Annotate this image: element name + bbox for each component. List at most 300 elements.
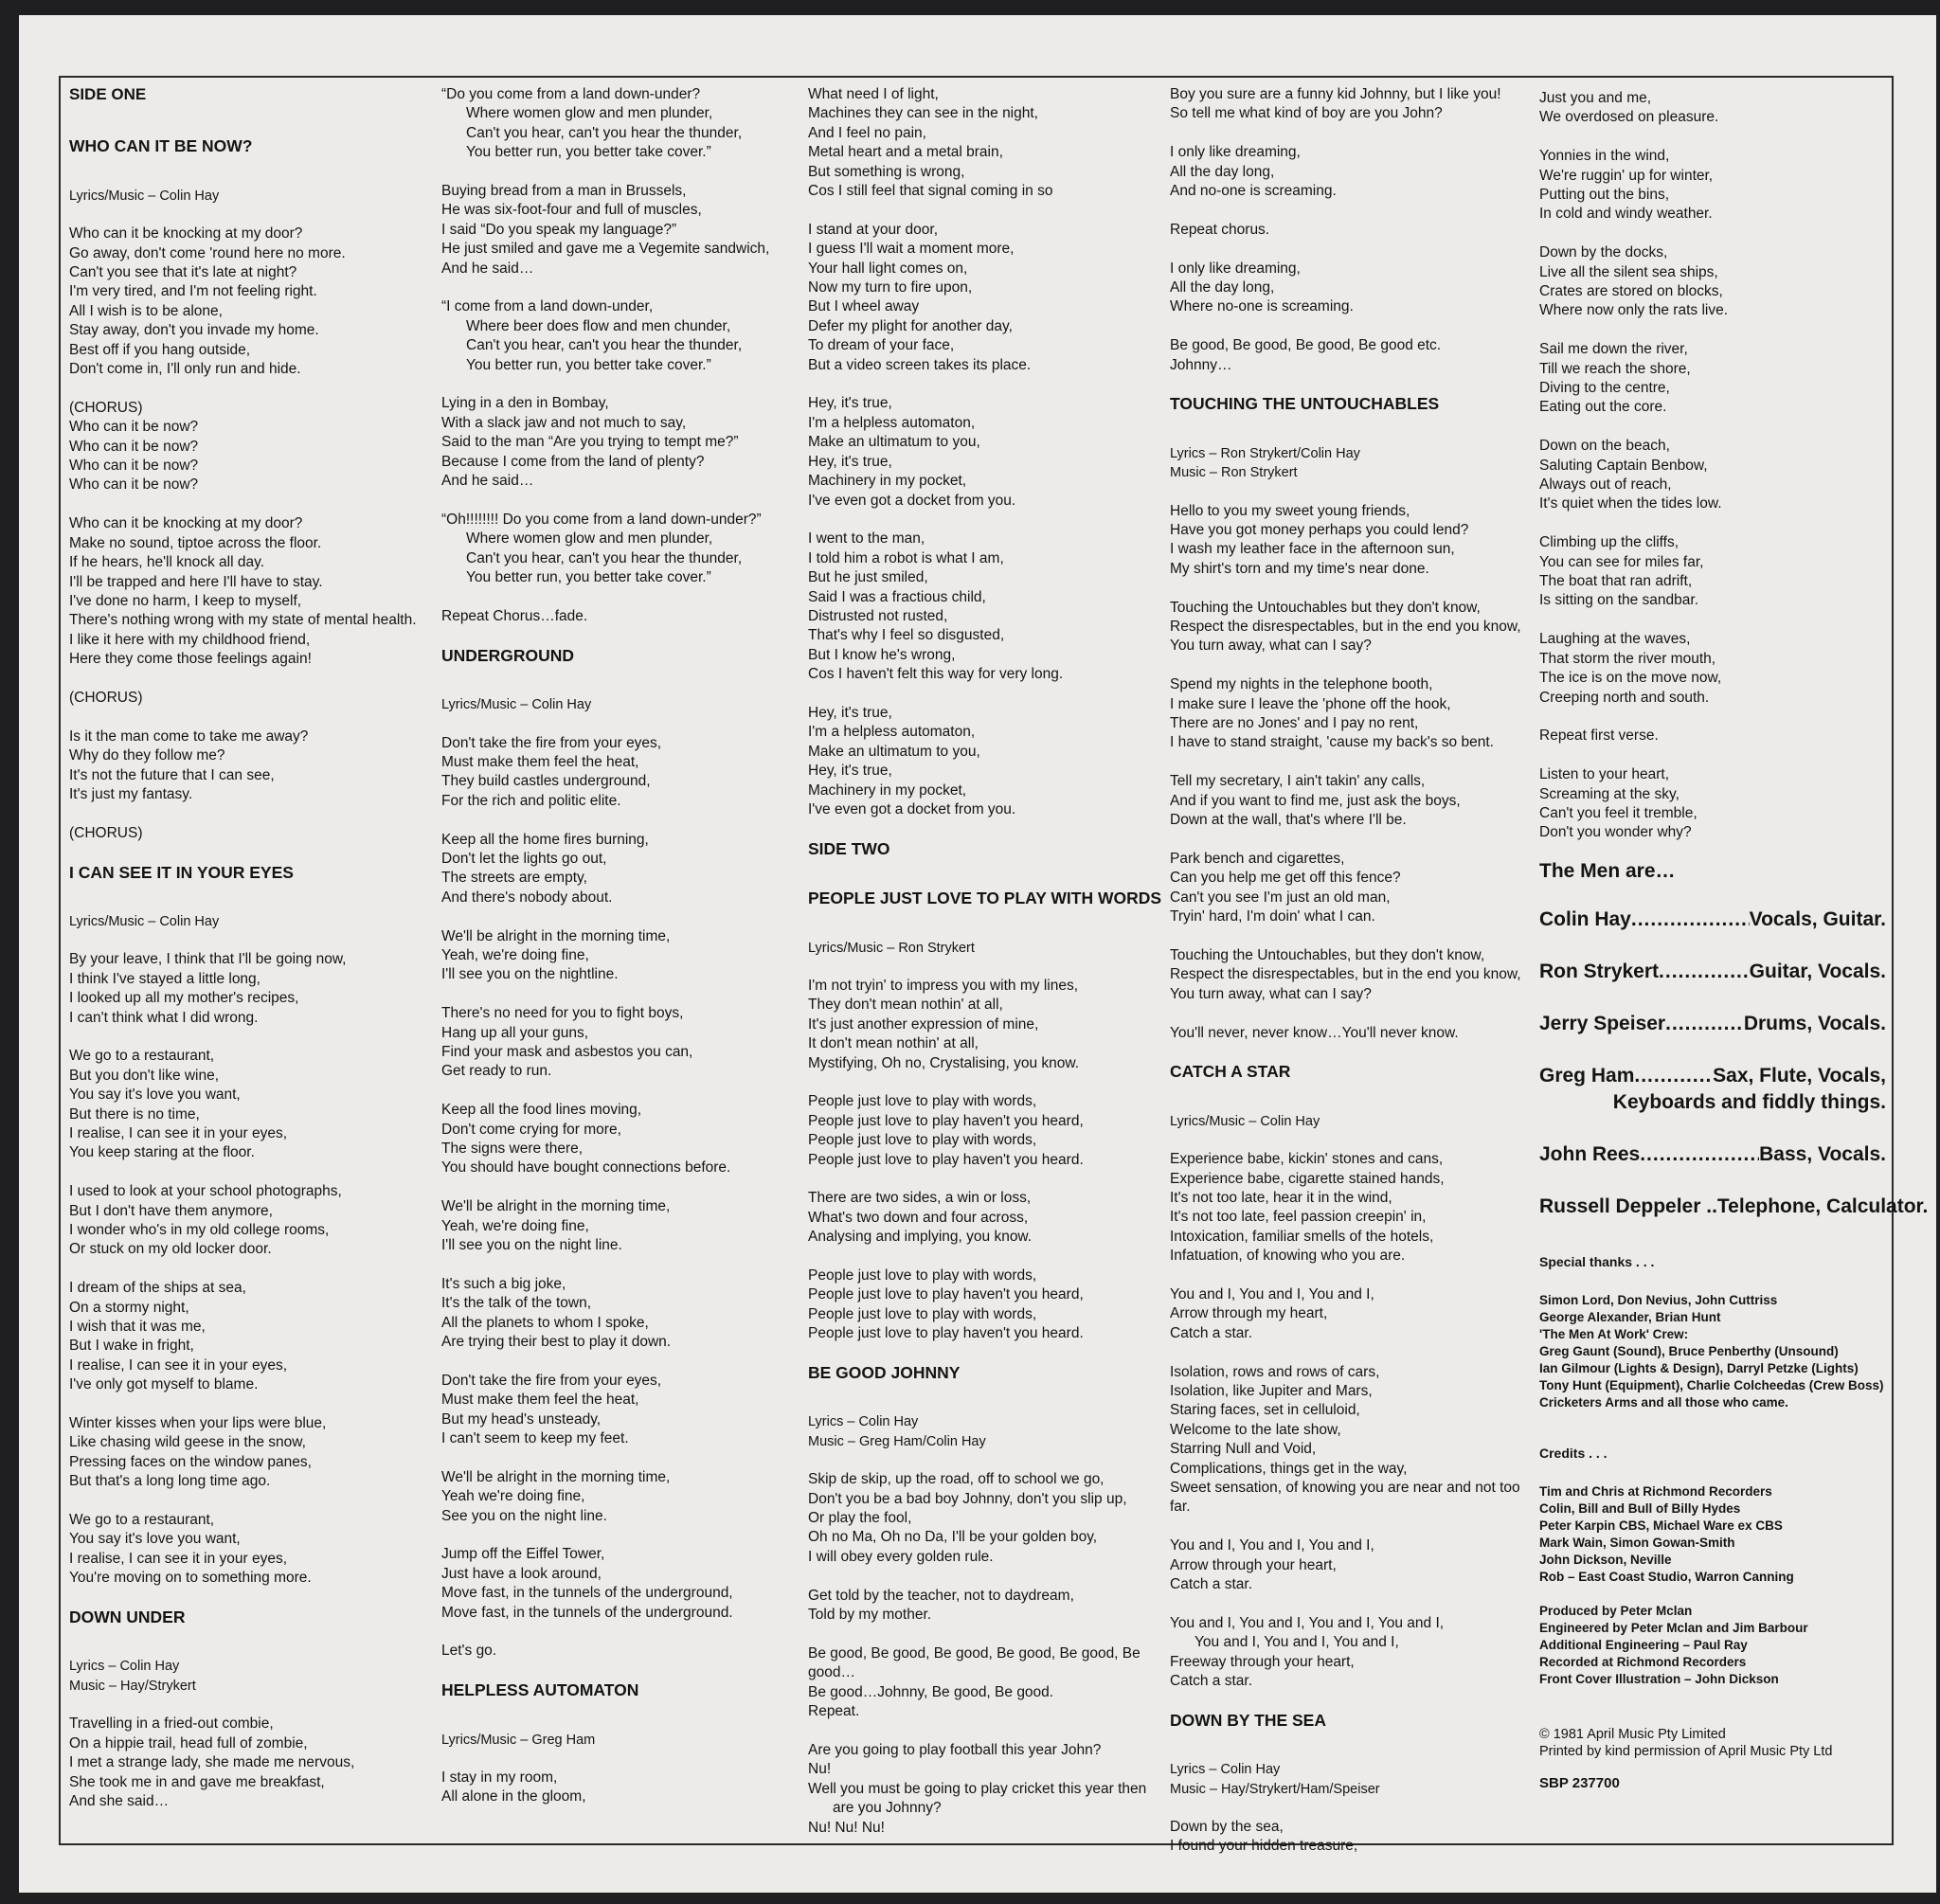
- credit-line: Peter Karpin CBS, Michael Ware ex CBS: [1539, 1518, 1783, 1534]
- verse: [69, 1182, 429, 1260]
- verse-line: Where no-one is screaming.: [1170, 298, 1354, 315]
- verse-line: Are you going to play football this year John?: [808, 1741, 1102, 1758]
- verse-line: I think I've stayed a little long,: [69, 970, 260, 987]
- member-role: Bass, Vocals.: [1759, 1142, 1886, 1165]
- credit-line: George Alexander, Brian Hunt: [1539, 1309, 1721, 1324]
- verse-line: Or play the fool,: [808, 1510, 912, 1527]
- band-member-row: [1539, 1194, 1929, 1220]
- verse: [441, 182, 801, 278]
- verse-line: He just smiled and gave me a Vegemite sandwich,: [441, 241, 770, 258]
- verse-line: We go to a restaurant,: [69, 1512, 215, 1529]
- verse-line: I've done no harm, I keep to myself,: [69, 592, 302, 609]
- song-credit: Lyrics/Music – Colin Hay: [1170, 1113, 1320, 1129]
- verse-line: Hey, it's true,: [808, 763, 892, 780]
- verse-line: The streets are empty,: [441, 870, 587, 887]
- verse-line: Sail me down the river,: [1539, 341, 1688, 358]
- verse-line: That's why I feel so disgusted,: [808, 627, 1005, 644]
- verse-line: Saluting Captain Benbow,: [1539, 457, 1708, 474]
- verse-line: Hang up all your guns,: [441, 1024, 589, 1041]
- verse-line: People just love to play haven't you heard,: [808, 1286, 1084, 1303]
- member-role: Telephone, Calculator.: [1716, 1194, 1929, 1217]
- verse-line: I wish that it was me,: [69, 1319, 206, 1336]
- verse-line: Yeah we're doing fine,: [441, 1488, 585, 1505]
- verse-line: Listen to your heart,: [1539, 766, 1669, 783]
- verse-line: Can't you hear, can't you hear the thunder,: [466, 337, 743, 354]
- credit-line: Tony Hunt (Equipment), Charlie Colcheedas (Crew Boss): [1539, 1377, 1884, 1392]
- verse: [808, 1470, 1168, 1567]
- credit-line: Mark Wain, Simon Gowan-Smith: [1539, 1536, 1735, 1551]
- verse: [808, 1092, 1168, 1170]
- verse: [1539, 243, 1890, 321]
- verse-line: Diving to the centre,: [1539, 380, 1670, 397]
- verse-line: I'm very tired, and I'm not feeling right.: [69, 283, 317, 300]
- verse: [808, 85, 1168, 201]
- verse: [69, 950, 429, 1028]
- verse-line: People just love to play with words,: [808, 1132, 1037, 1149]
- song-title: DOWN UNDER: [69, 1608, 186, 1627]
- verse-line: Yeah, we're doing fine,: [441, 946, 589, 963]
- verse: [808, 221, 1168, 375]
- verse: [1170, 1536, 1530, 1594]
- song-credit: Lyrics/Music – Greg Ham: [441, 1732, 596, 1748]
- verse-line: On a hippie trail, head full of zombie,: [69, 1734, 308, 1751]
- leader-dots: [1659, 959, 1750, 985]
- verse-line: Down by the docks,: [1539, 244, 1668, 261]
- verse: [441, 85, 801, 163]
- song-title: BE GOOD JOHNNY: [808, 1363, 961, 1383]
- verse-line: My shirt's torn and my time's near done.: [1170, 560, 1429, 577]
- verse-line: Cos I haven't felt this way for very long.: [808, 666, 1064, 683]
- verse-line: You keep staring at the floor.: [69, 1144, 255, 1161]
- verse-line: By your leave, I think that I'll be going now,: [69, 951, 347, 968]
- verse-line: They don't mean nothin' at all,: [808, 997, 1003, 1014]
- verse-line: You'll never, never know…You'll never know.: [1170, 1024, 1459, 1041]
- verse-line: We go to a restaurant,: [69, 1048, 215, 1065]
- verse-line: Respect the disrespectables, but in the end you know,: [1170, 966, 1521, 983]
- song-title: HELPLESS AUTOMATON: [441, 1680, 639, 1700]
- verse: [1170, 85, 1530, 124]
- verse-line: Because I come from the land of plenty?: [441, 453, 705, 470]
- credit-line: Greg Gaunt (Sound), Bruce Penberthy (Unsound): [1539, 1343, 1839, 1358]
- verse-line: Who can it be now?: [69, 458, 199, 475]
- verse-line: On a stormy night,: [69, 1299, 189, 1316]
- song-title: WHO CAN IT BE NOW?: [69, 136, 253, 156]
- verse-line: Don't you wonder why?: [1539, 824, 1692, 841]
- song-credit: Lyrics/Music – Colin Hay: [69, 188, 220, 204]
- verse-line: But a video screen takes its place.: [808, 356, 1032, 373]
- verse-line: I'll see you on the night line.: [441, 1236, 622, 1253]
- verse-line: Can't you hear, can't you hear the thunder,: [466, 124, 743, 141]
- verse-line: Catch a star.: [1170, 1324, 1253, 1341]
- verse-line: I looked up all my mother's recipes,: [69, 990, 299, 1007]
- verse-line: The boat that ran adrift,: [1539, 573, 1693, 590]
- verse: [1170, 1614, 1530, 1692]
- verse-line: I realise, I can see it in your eyes,: [69, 1124, 288, 1141]
- verse-line: We overdosed on pleasure.: [1539, 109, 1719, 126]
- column-2: [441, 85, 801, 1826]
- verse-line: Can't you hear, can't you hear the thunder,: [466, 549, 743, 566]
- verse-line: You say it's love you want,: [69, 1087, 241, 1104]
- verse-line: What's two down and four across,: [808, 1209, 1029, 1226]
- verse-line: Find your mask and asbestos you can,: [441, 1043, 693, 1060]
- member-role: Sax, Flute, Vocals,: [1713, 1064, 1886, 1087]
- verse-line: I can't seem to keep my feet.: [441, 1430, 629, 1447]
- copyright-notice: [1539, 1726, 1890, 1760]
- verse-line: Can you help me get off this fence?: [1170, 870, 1401, 887]
- verse-line: I'll be trapped and here I'll have to stay.: [69, 573, 323, 590]
- verse-line: You and I, You and I, You and I, You and I,: [1170, 1614, 1445, 1631]
- song-title: CATCH A STAR: [1170, 1062, 1291, 1082]
- song-credit: Music – Hay/Strykert/Ham/Speiser: [1170, 1781, 1380, 1797]
- verse-line: “Oh!!!!!!!! Do you come from a land down-under?”: [441, 511, 762, 528]
- verse: [1170, 260, 1530, 317]
- verse-line: Till we reach the shore,: [1539, 360, 1691, 377]
- verse: [441, 1372, 801, 1449]
- verse: [441, 1545, 801, 1623]
- verse-line: “Do you come from a land down-under?: [441, 86, 701, 102]
- verse-line: It's not the future that I can see,: [69, 766, 275, 783]
- song-title: I CAN SEE IT IN YOUR EYES: [69, 862, 294, 882]
- verse-line: Hey, it's true,: [808, 704, 892, 721]
- verse-line: Said I was a fractious child,: [808, 588, 986, 605]
- verse-line: The ice is on the move now,: [1539, 670, 1722, 687]
- verse-line: Pressing faces on the window panes,: [69, 1453, 312, 1470]
- verse-line: But I don't have them anymore,: [69, 1202, 273, 1219]
- verse-line: Get told by the teacher, not to daydream,: [808, 1587, 1074, 1604]
- verse-line: We'll be alright in the morning time,: [441, 1198, 671, 1215]
- verse-line: I used to look at your school photographs,: [69, 1183, 342, 1200]
- member-role: Guitar, Vocals.: [1749, 960, 1886, 982]
- verse: [69, 225, 429, 379]
- verse-line: You and I, You and I, You and I,: [1170, 1537, 1374, 1554]
- verse-line: We'll be alright in the morning time,: [441, 927, 671, 944]
- verse-line: Who can it be knocking at my door?: [69, 515, 303, 532]
- verse-line: Yeah, we're doing fine,: [441, 1217, 589, 1234]
- verse-line: Like chasing wild geese in the snow,: [69, 1434, 306, 1451]
- verse: [808, 1587, 1168, 1626]
- verse-line: Where women glow and men plunder,: [466, 105, 713, 122]
- verse-line: You turn away, what can I say?: [1170, 638, 1372, 655]
- verse-line: Be good, Be good, Be good, Be good etc.: [1170, 337, 1442, 354]
- verse: [808, 530, 1168, 684]
- verse: [69, 1414, 429, 1492]
- verse-line: Infatuation, of knowing who you are.: [1170, 1248, 1406, 1265]
- copyright-line: © 1981 April Music Pty Limited: [1539, 1727, 1726, 1743]
- verse: [808, 1189, 1168, 1247]
- verse-line: It's just my fantasy.: [69, 785, 193, 802]
- verse-line: And I feel no pain,: [808, 124, 926, 141]
- verse-line: Repeat Chorus…fade.: [441, 607, 588, 624]
- verse-line: People just love to play haven't you heard.: [808, 1151, 1084, 1168]
- leader-dots: [1634, 1063, 1713, 1089]
- verse-line: People just love to play with words,: [808, 1305, 1037, 1322]
- verse-line: Move fast, in the tunnels of the underground.: [441, 1604, 733, 1621]
- verse-line: I can't think what I did wrong.: [69, 1009, 259, 1026]
- verse-line: I have to stand straight, 'cause my back's so bent.: [1170, 734, 1494, 751]
- song-title: DOWN BY THE SEA: [1170, 1710, 1326, 1730]
- verse: [441, 1642, 801, 1661]
- verse-line: It's quiet when the tides low.: [1539, 495, 1722, 512]
- credit-line: Colin, Bill and Bull of Billy Hydes: [1539, 1501, 1741, 1517]
- verse: [441, 1101, 801, 1178]
- verse-line: Must make them feel the heat,: [441, 753, 639, 770]
- verse-line: Touching the Untouchables but they don't know,: [1170, 599, 1481, 616]
- verse-line: She took me in and gave me breakfast,: [69, 1773, 325, 1790]
- verse-line: Can't you see I'm just an old man,: [1170, 889, 1391, 906]
- verse-line: Who can it be now?: [69, 419, 199, 436]
- verse: [69, 1279, 429, 1394]
- verse-line: It's not too late, feel passion creepin' in,: [1170, 1209, 1427, 1226]
- verse-line: You should have bought connections before.: [441, 1159, 731, 1177]
- production-credits: [1539, 1603, 1890, 1688]
- verse-line: Just have a look around,: [441, 1565, 602, 1582]
- song-credit: Lyrics – Ron Strykert/Colin Hay: [1170, 445, 1360, 461]
- verse: [808, 704, 1168, 819]
- verse-line: Why do they follow me?: [69, 747, 225, 764]
- credit-line: Ian Gilmour (Lights & Design), Darryl Petzke (Lights): [1539, 1360, 1859, 1375]
- member-name: Greg Ham: [1539, 1064, 1635, 1087]
- verse: [69, 1715, 429, 1811]
- verse: [441, 927, 801, 985]
- verse-line: Or stuck on my old locker door.: [69, 1241, 272, 1258]
- verse-line: Have you got money perhaps you could lend?: [1170, 522, 1469, 539]
- column-4: [1170, 85, 1530, 1876]
- verse-line: Keep all the home fires burning,: [441, 831, 649, 848]
- verse-line: Defer my plight for another day,: [808, 317, 1013, 334]
- band-member-row: [1539, 1011, 1886, 1037]
- verse-line: I make sure I leave the 'phone off the hook,: [1170, 695, 1451, 712]
- verse-line: Winter kisses when your lips were blue,: [69, 1415, 327, 1432]
- credits-list: [1539, 1483, 1890, 1586]
- verse-line: But there is no time,: [69, 1105, 200, 1123]
- verse-line: I've only got myself to blame.: [69, 1376, 259, 1393]
- verse-line: See you on the night line.: [441, 1507, 607, 1524]
- verse-line: Don't take the fire from your eyes,: [441, 734, 662, 751]
- verse-line: You and I, You and I, You and I,: [1170, 1285, 1374, 1302]
- verse-line: So tell me what kind of boy are you John?: [1170, 105, 1443, 122]
- verse-line: Eating out the core.: [1539, 399, 1667, 416]
- verse: [1539, 147, 1890, 225]
- verse-line: Live all the silent sea ships,: [1539, 263, 1718, 280]
- verse: [808, 1266, 1168, 1344]
- verse-line: I'm a helpless automaton,: [808, 724, 976, 741]
- verse-line: I realise, I can see it in your eyes,: [69, 1356, 288, 1374]
- verse: [1170, 772, 1530, 830]
- verse-line: People just love to play haven't you heard.: [808, 1325, 1084, 1342]
- song-title: UNDERGROUND: [441, 645, 574, 665]
- verse-line: “I come from a land down-under,: [441, 298, 654, 315]
- verse-line: Must make them feel the heat,: [441, 1392, 639, 1409]
- verse-line: It's just another expression of mine,: [808, 1015, 1039, 1033]
- verse: [441, 831, 801, 908]
- verse-line: I'll see you on the nightline.: [441, 966, 619, 983]
- song-credit: Lyrics/Music – Colin Hay: [441, 697, 592, 713]
- verse-line: Metal heart and a metal brain,: [808, 144, 1003, 161]
- verse-line: In cold and windy weather.: [1539, 206, 1713, 223]
- verse: [441, 394, 801, 491]
- verse-line: Catch a star.: [1170, 1673, 1253, 1690]
- verse-line: To dream of your face,: [808, 337, 955, 354]
- verse-line: All alone in the gloom,: [441, 1788, 586, 1805]
- verse-line: Catch a star.: [1170, 1576, 1253, 1593]
- column-1: [69, 85, 429, 1831]
- verse-line: Respect the disrespectables, but in the end you know,: [1170, 619, 1521, 636]
- verse: [808, 977, 1168, 1073]
- verse-line: Nu! Nu! Nu!: [808, 1819, 885, 1836]
- member-name: Colin Hay: [1539, 907, 1631, 930]
- verse-line: Isolation, like Jupiter and Mars,: [1170, 1382, 1373, 1399]
- verse: [1539, 727, 1890, 745]
- verse-line: I said “Do you speak my language?”: [441, 221, 677, 238]
- verse-line: Jump off the Eiffel Tower,: [441, 1546, 605, 1563]
- band-member-row: [1539, 907, 1886, 933]
- special-thanks-list: [1539, 1292, 1890, 1411]
- verse: [1539, 340, 1890, 418]
- verse-line: Touching the Untouchables, but they don't know,: [1170, 946, 1485, 963]
- verse-line: But something is wrong,: [808, 163, 965, 180]
- verse-line: All I wish is to be alone,: [69, 302, 223, 319]
- verse-line: We'll be alright in the morning time,: [441, 1468, 671, 1485]
- verse-line: You turn away, what can I say?: [1170, 985, 1372, 1002]
- verse-line: Hey, it's true,: [808, 395, 892, 412]
- verse: [69, 1047, 429, 1162]
- credit-line: John Dickson, Neville: [1539, 1553, 1672, 1568]
- verse-line: Your hall light comes on,: [808, 260, 968, 277]
- verse-line: Can't you feel it tremble,: [1539, 804, 1698, 821]
- song-credit: Lyrics/Music – Ron Strykert: [808, 940, 975, 956]
- verse-line: Putting out the bins,: [1539, 187, 1670, 204]
- verse-line: And no-one is screaming.: [1170, 183, 1337, 200]
- verse-line: Yonnies in the wind,: [1539, 148, 1670, 165]
- verse: [1539, 437, 1890, 514]
- verse-line: Is it the man come to take me away?: [69, 727, 309, 745]
- verse-line: Keep all the food lines moving,: [441, 1102, 642, 1119]
- verse-line: Is sitting on the sandbar.: [1539, 592, 1699, 609]
- verse-line: What need I of light,: [808, 86, 939, 102]
- verse: [1170, 1285, 1530, 1343]
- verse-line: Go away, don't come 'round here no more.: [69, 244, 346, 261]
- verse-line: Lying in a den in Bombay,: [441, 395, 609, 412]
- verse-line: Stay away, don't you invade my home.: [69, 322, 319, 339]
- verse-line: They build castles underground,: [441, 773, 651, 790]
- verse-line: Be good, Be good, Be good, Be good, Be good, Be good…: [808, 1644, 1141, 1681]
- verse-line: Skip de skip, up the road, off to school we go,: [808, 1471, 1105, 1488]
- verse-line: You better run, you better take cover.”: [466, 144, 711, 161]
- verse-line: But my head's unsteady,: [441, 1410, 602, 1428]
- verse-line: It don't mean nothin' at all,: [808, 1035, 979, 1052]
- verse-line: Machinery in my pocket,: [808, 781, 967, 799]
- song-credit: Music – Greg Ham/Colin Hay: [808, 1433, 986, 1449]
- verse: [1170, 1363, 1530, 1518]
- verse-line: Machinery in my pocket,: [808, 473, 967, 490]
- verse-line: People just love to play with words,: [808, 1267, 1037, 1284]
- song-credit: Lyrics/Music – Colin Hay: [69, 913, 220, 929]
- song-title: PEOPLE JUST LOVE TO PLAY WITH WORDS: [808, 889, 1162, 908]
- verse-line: I've even got a docket from you.: [808, 800, 1016, 817]
- verse-line: Make no sound, tiptoe across the floor.: [69, 534, 322, 551]
- member-name: Ron Strykert: [1539, 960, 1660, 982]
- verse-line: I only like dreaming,: [1170, 144, 1301, 161]
- verse-line: Said to the man “Are you trying to tempt me?”: [441, 434, 739, 451]
- verse: [1170, 946, 1530, 1004]
- verse-line: I dream of the ships at sea,: [69, 1280, 246, 1297]
- verse: [808, 394, 1168, 510]
- verse-line: All the day long,: [1170, 279, 1275, 296]
- verse-line: And she said…: [69, 1792, 170, 1809]
- verse-line: Who can it be knocking at my door?: [69, 225, 303, 242]
- verse-line: Told by my mother.: [808, 1607, 932, 1624]
- copyright-line: Printed by kind permission of April Music Pty Ltd: [1539, 1744, 1833, 1760]
- member-name: Jerry Speiser: [1539, 1012, 1666, 1034]
- verse-line: I've even got a docket from you.: [808, 492, 1016, 509]
- verse: [1170, 850, 1530, 927]
- verse-line: Well you must be going to play cricket this year then: [808, 1780, 1147, 1797]
- leader-dots: [1665, 1011, 1744, 1037]
- verse-line: I only like dreaming,: [1170, 260, 1301, 277]
- verse: [1170, 221, 1530, 240]
- song-credit: Music – Ron Strykert: [1170, 465, 1298, 481]
- verse-line: I wonder who's in my old college rooms,: [69, 1222, 330, 1238]
- verse: [441, 1197, 801, 1255]
- member-name: John Rees: [1539, 1142, 1641, 1165]
- verse: [441, 511, 801, 588]
- verse-line: We're ruggin' up for winter,: [1539, 167, 1714, 184]
- verse-line: If he hears, he'll knock all day.: [69, 554, 265, 571]
- verse-line: People just love to play with words,: [808, 1093, 1037, 1110]
- verse-line: Can't you see that it's late at night?: [69, 264, 297, 281]
- verse-line: Best off if you hang outside,: [69, 341, 251, 358]
- verse: [69, 1511, 429, 1589]
- verse-line: And if you want to find me, just ask the boys,: [1170, 792, 1461, 809]
- verse-line: There are no Jones' and I pay no rent,: [1170, 715, 1419, 732]
- verse-line: Crates are stored on blocks,: [1539, 283, 1723, 300]
- verse: [441, 607, 801, 626]
- verse-line: I found your hidden treasure,: [1170, 1838, 1358, 1855]
- member-role-continued: Keyboards and fiddly things.: [1612, 1090, 1886, 1113]
- verse-line: Just you and me,: [1539, 90, 1652, 106]
- verse-line: Tryin' hard, I'm doin' what I can.: [1170, 908, 1375, 925]
- verse-line: Arrow through your heart,: [1170, 1556, 1337, 1573]
- member-name: Russell Deppeler ..: [1539, 1194, 1717, 1217]
- verse-line: It's such a big joke,: [441, 1275, 566, 1292]
- verse-line: Experience babe, kickin' stones and cans,: [1170, 1151, 1444, 1168]
- verse-line: Machines they can see in the night,: [808, 105, 1038, 122]
- verse-line: Isolation, rows and rows of cars,: [1170, 1363, 1380, 1380]
- side-two-heading: SIDE TWO: [808, 838, 890, 858]
- verse-line: Starring Null and Void,: [1170, 1441, 1317, 1458]
- verse-line: Down on the beach,: [1539, 438, 1670, 455]
- song-credit: Lyrics – Colin Hay: [1170, 1762, 1281, 1778]
- band-members-heading: The Men are…: [1539, 860, 1676, 883]
- verse-line: All the planets to whom I spoke,: [441, 1314, 649, 1331]
- verse-line: Experience babe, cigarette stained hands,: [1170, 1170, 1445, 1187]
- verse-line: You can see for miles far,: [1539, 553, 1704, 570]
- band-members-list: [1539, 907, 1929, 1220]
- verse-line: Don't let the lights go out,: [441, 850, 607, 867]
- verse-line: There are two sides, a win or loss,: [808, 1190, 1032, 1207]
- verse-line: The signs were there,: [441, 1140, 584, 1157]
- verse-line: Don't come crying for more,: [441, 1121, 621, 1138]
- verse-line: Travelling in a fried-out combie,: [69, 1715, 274, 1733]
- credit-line: Cricketers Arms and all those who came.: [1539, 1394, 1788, 1410]
- verse-line: And there's nobody about.: [441, 889, 613, 906]
- verse-line: There's nothing wrong with my state of mental health.: [69, 612, 417, 629]
- verse-line: Creeping north and south.: [1539, 689, 1710, 706]
- verse-line: Johnny…: [1170, 356, 1232, 373]
- verse-line: And he said…: [441, 260, 534, 277]
- credit-line: Front Cover Illustration – John Dickson: [1539, 1672, 1779, 1687]
- credit-line: Produced by Peter Mclan: [1539, 1604, 1693, 1619]
